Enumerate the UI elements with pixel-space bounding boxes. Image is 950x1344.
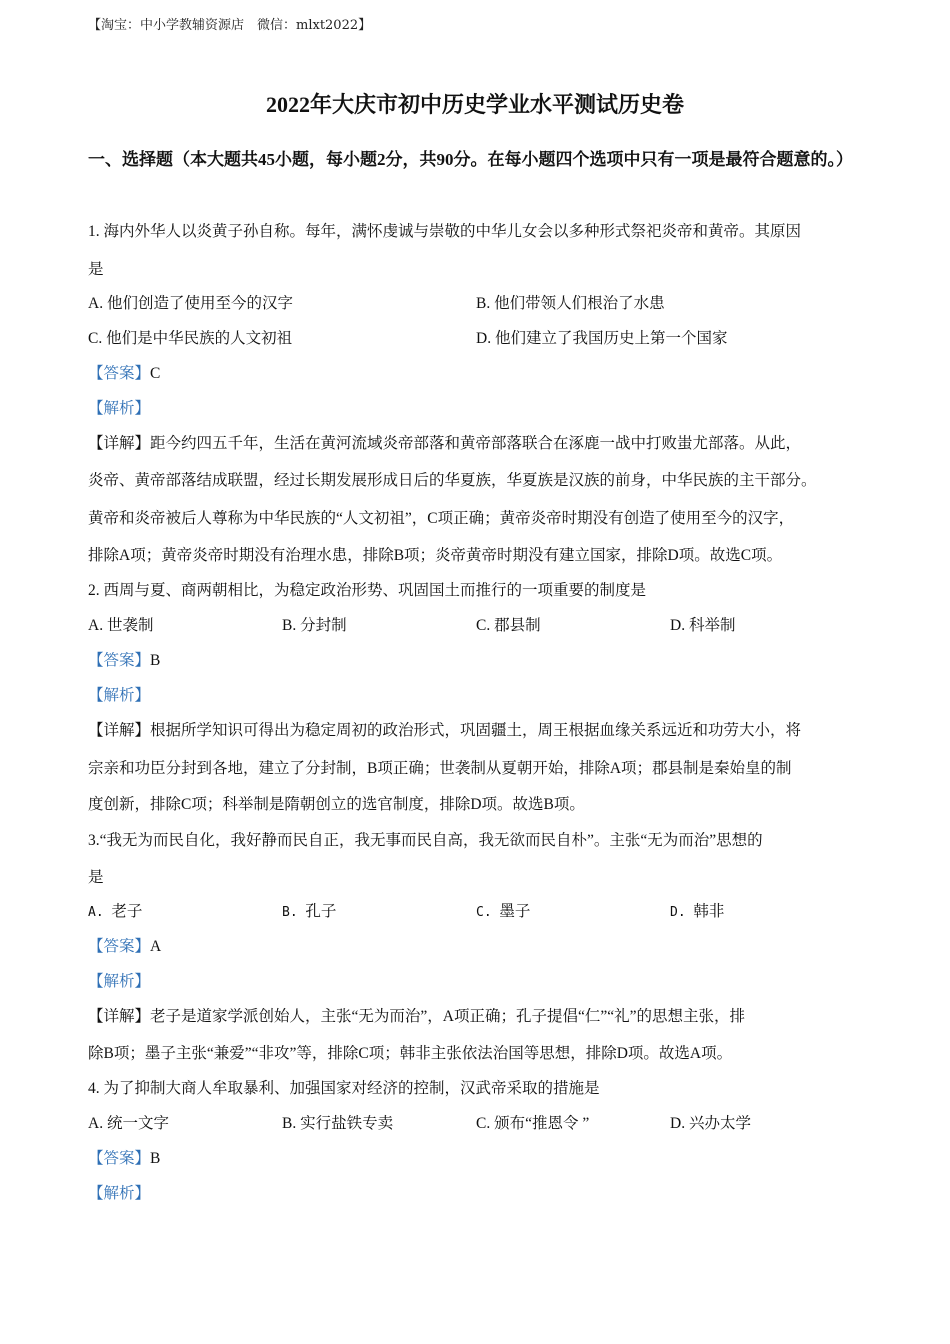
q3-option-c-text: 墨子 [499,903,531,920]
q1-option-a: A. 他们创造了使用至今的汉字 [88,295,293,312]
q1-detail-text1: 距今约四五千年，生活在黄河流域炎帝部落和黄帝部落联合在涿鹿一战中打败蚩尤部落。从此， [150,435,802,452]
q2-option-c: C. 郡县制 [476,617,541,634]
q3-answer-value: A [150,938,162,955]
q4-answer [88,1146,878,1168]
q2-option-d: D. 科举制 [670,617,736,634]
q1-detail-line2: 炎帝、黄帝部落结成联盟，经过长期发展形成日后的华夏族，华夏族是汉族的前身，中华民族的主干部分。 [88,472,817,489]
q3-option-b [282,899,336,921]
q1-detail-line3: 黄帝和炎帝被后人尊称为中华民族的“人文初祖”，C项正确；黄帝炎帝时期没有创造了使用至今的汉字， [88,510,795,527]
q1-stem-line1: 1. 海内外华人以炎黄子孙自称。每年，满怀虔诚与崇敬的中华儿女会以多种形式祭祀炎帝和黄帝。其原因 [88,223,802,240]
q4-analysis-tag: 【解析】 [88,1185,151,1202]
q2-detail-line1 [88,718,878,740]
q2-option-a: A. 世袭制 [88,617,154,634]
q1-answer-value: C [150,365,161,382]
q3-option-a [88,899,142,921]
q1-answer [88,361,878,383]
q4-option-b: B. 实行盐铁专卖 [282,1115,394,1132]
q3-option-c [476,899,530,921]
q2-answer [88,648,878,670]
detail-tag: 【详解】 [88,435,151,452]
q3-detail-text1: 老子是道家学派创始人，主张“无为而治”，A项正确；孔子提倡“仁”“礼”的思想主张，排 [150,1008,745,1025]
answer-tag: 【答案】 [88,938,151,955]
q1-detail-line1 [88,431,878,453]
page-title: 2022年大庆市初中历史学业水平测试历史卷 [265,92,684,117]
q3-detail-line1 [88,1004,878,1026]
section-heading: 一、选择题（本大题共45小题，每小题2分，共90分。在每小题四个选项中只有一项是最符合题意的。） [88,150,853,169]
answer-tag: 【答案】 [88,365,151,382]
q3-answer [88,934,878,956]
detail-tag: 【详解】 [88,722,151,739]
q4-answer-value: B [150,1150,161,1167]
q3-option-d-text: 韩非 [693,903,725,920]
header-note: 【淘宝：中小学教辅资源店 微信：mlxt2022】 [88,18,372,33]
q2-stem-line1: 2. 西周与夏、商两朝相比，为稳定政治形势、巩固国土而推行的一项重要的制度是 [88,582,647,599]
q1-option-c: C. 他们是中华民族的人文初祖 [88,330,293,347]
q2-detail-line2: 宗亲和功臣分封到各地，建立了分封制，B项正确；世袭制从夏朝开始，排除A项；郡县制是秦始皇的制 [88,760,792,777]
q3-option-a-text: 老子 [111,903,143,920]
q4-option-a: A. 统一文字 [88,1115,169,1132]
q2-analysis-tag: 【解析】 [88,687,151,704]
q3-option-d [670,899,724,921]
q3-option-a-letter: A. [88,905,104,920]
q4-option-d: D. 兴办太学 [670,1115,751,1132]
q2-option-b: B. 分封制 [282,617,347,634]
q1-analysis-tag: 【解析】 [88,400,151,417]
q3-stem-line2: 是 [88,869,104,886]
q2-answer-value: B [150,652,161,669]
detail-tag: 【详解】 [88,1008,151,1025]
q1-option-b: B. 他们带领人们根治了水患 [476,295,665,312]
q3-stem-line1: 3.“我无为而民自化，我好静而民自正，我无事而民自高，我无欲而民自朴”。主张“无为而治”思想的 [88,832,763,849]
q4-option-c: C. 颁布“推恩令 ” [476,1115,590,1132]
q3-option-b-letter: B. [282,905,298,920]
q1-detail-line4: 排除A项；黄帝炎帝时期没有治理水患，排除B项；炎帝黄帝时期没有建立国家，排除D项。故选C项。 [88,547,783,564]
answer-tag: 【答案】 [88,652,151,669]
q1-stem-line2: 是 [88,261,104,278]
q3-option-c-letter: C. [476,905,492,920]
q3-option-b-text: 孔子 [305,903,337,920]
q4-stem-line1: 4. 为了抑制大商人牟取暴利、加强国家对经济的控制，汉武帝采取的措施是 [88,1080,600,1097]
q3-option-d-letter: D. [670,905,686,920]
q2-detail-text1: 根据所学知识可得出为稳定周初的政治形式，巩固疆土，周王根据血缘关系远近和功劳大小，将 [150,722,802,739]
q3-detail-line2: 除B项；墨子主张“兼爱”“非攻”等，排除C项；韩非主张依法治国等思想，排除D项。故选A项。 [88,1045,733,1062]
q3-analysis-tag: 【解析】 [88,973,151,990]
q2-detail-line3: 度创新，排除C项；科举制是隋朝创立的选官制度，排除D项。故选B项。 [88,796,585,813]
answer-tag: 【答案】 [88,1150,151,1167]
q1-option-d: D. 他们建立了我国历史上第一个国家 [476,330,728,347]
